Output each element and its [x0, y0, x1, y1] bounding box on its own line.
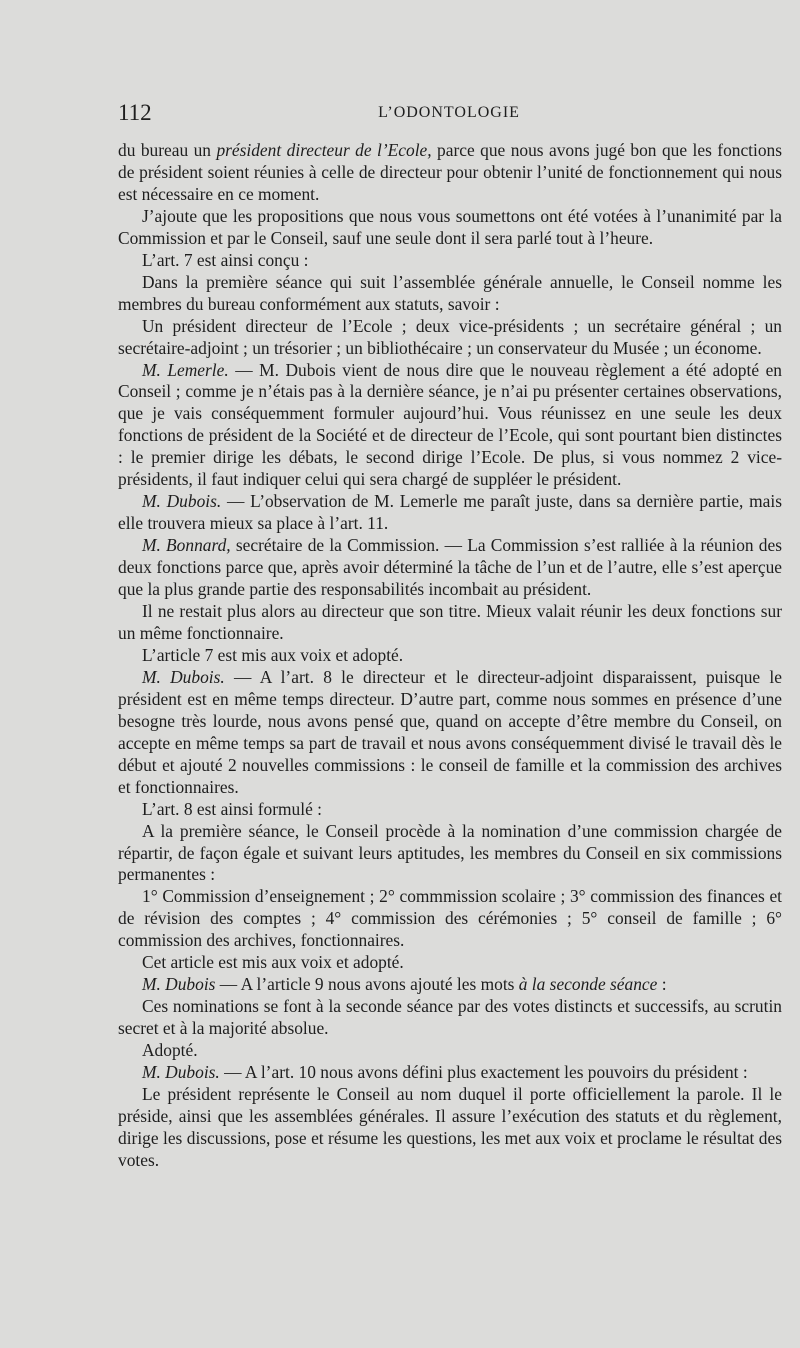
body-text	[118, 140, 782, 1172]
paragraph	[118, 250, 782, 272]
paragraph	[118, 206, 782, 250]
speaker-name: M. Dubois.	[142, 1062, 220, 1083]
paragraph-text: :	[657, 974, 667, 995]
paragraph	[118, 491, 782, 535]
page-header	[118, 100, 780, 130]
paragraph-text: A la première séance, le Conseil procède à la nomination d’une commission chargée de répartir, de façon égale et suivant leurs aptitudes, les membres du Conseil en six commissions permanentes :	[118, 820, 782, 885]
emphasis-text: président directeur de l’Ecole,	[216, 140, 432, 160]
paragraph	[118, 952, 782, 974]
paragraph	[118, 316, 782, 360]
paragraph	[118, 799, 782, 821]
speaker-name: M. Dubois.	[142, 666, 225, 687]
paragraph	[118, 360, 782, 492]
paragraph-text: Un président directeur de l’Ecole ; deux vice-présidents ; un secrétaire général ; un secrétaire-adjoint ; un trésorier ; un bibliothécaire ; un conservateur du Musée ; un économe.	[118, 315, 782, 358]
paragraph-text: Dans la première séance qui suit l’assemblée générale annuelle, le Conseil nomme les membres du bureau conformément aux statuts, savoir :	[118, 271, 782, 314]
paragraph	[118, 140, 782, 206]
paragraph-text: J’ajoute que les propositions que nous vous soumettons ont été votées à l’unanimité par la Commission et par le Conseil, sauf une seule dont il sera parlé tout à l’heure.	[118, 205, 782, 248]
paragraph	[118, 886, 782, 952]
paragraph-text: Ces nominations se font à la seconde séance par des votes distincts et successifs, au scrutin secret et à la majorité absolue.	[118, 996, 782, 1039]
paragraph	[118, 974, 782, 996]
paragraph-text: — M. Dubois vient de nous dire que le nouveau règlement a été adopté en Conseil ; comme je n’étais pas à la dernière séance, je n’ai pu présenter certaines observations, que je vais conséquemment formuler aujourd’hui. Vous réunissez en une seule les deux fonctions de président de la Société et de directeur de l’Ecole, qui sont pourtant bien distinctes : le premier dirige les débats, le second dirige l’Ecole. De plus, si vous nommez 2 vice-présidents, il faut indiquer celui qui sera chargé de suppléer le président.	[118, 359, 782, 490]
paragraph	[118, 1084, 782, 1172]
running-head: L’ODONTOLOGIE	[378, 104, 520, 121]
paragraph	[118, 996, 782, 1040]
paragraph	[118, 667, 782, 799]
paragraph-text: L’art. 8 est ainsi formulé :	[142, 798, 322, 819]
emphasis-text: à la seconde séance	[518, 974, 658, 995]
paragraph-text: 1° Commission d’enseignement ; 2° commmission scolaire ; 3° commission des finances et de révision des comptes ; 4° commission des cérémonies ; 5° conseil de famille ; 6° commission des archives, fonctionnaires.	[118, 886, 782, 951]
paragraph-text: — A l’art. 8 le directeur et le directeur-adjoint disparaissent, puisque le président est en même temps directeur. D’autre part, comme nous sommes en présence d’une besogne très lourde, nous avons pensé que, quand on accepte d’être membre du Conseil, on accepte en même temps sa part de travail et nous avons conséquemment divisé le travail dès le début et ajouté 2 nouvelles commissions : le conseil de famille et la commission des archives et fonctionnaires.	[118, 666, 782, 797]
paragraph	[118, 272, 782, 316]
paragraph-text: secrétaire de la Commission. — La Commission s’est ralliée à la réunion des deux fonctions parce que, après avoir déterminé la tâche de l’un et de l’autre, elle s’est aperçue que la plus grande partie des responsabilités incombait au président.	[118, 535, 782, 600]
paragraph-text: du bureau un	[118, 140, 217, 160]
paragraph-text: — A l’article 9 nous avons ajouté les mots	[215, 974, 519, 995]
paragraph-text: L’article 7 est mis aux voix et adopté.	[142, 644, 404, 665]
paragraph-text: L’art. 7 est ainsi conçu :	[142, 249, 309, 270]
speaker-name: M. Dubois	[142, 974, 216, 995]
speaker-name: M. Bonnard,	[142, 535, 231, 556]
paragraph-text: — A l’art. 10 nous avons défini plus exactement les pouvoirs du président :	[219, 1062, 748, 1083]
paragraph	[118, 821, 782, 887]
paragraph-text: parce que nous avons jugé bon que les fonctions de président soient réunies à celle de directeur pour obtenir l’unité de fonctionnement qui nous est nécessaire en ce moment.	[118, 140, 783, 204]
speaker-name: M. Dubois.	[142, 491, 222, 512]
paragraph-text: Adopté.	[142, 1040, 198, 1061]
paragraph-text: — L’observation de M. Lemerle me paraît juste, dans sa dernière partie, mais elle trouvera mieux sa place à l’art. 11.	[118, 491, 782, 534]
paragraph	[118, 645, 782, 667]
paragraph	[118, 601, 782, 645]
paragraph	[118, 1040, 782, 1062]
speaker-name: M. Lemerle.	[142, 359, 229, 380]
paragraph-text: Il ne restait plus alors au directeur que son titre. Mieux valait réunir les deux fonctions sur un même fonctionnaire.	[118, 601, 782, 643]
paragraph	[118, 535, 782, 601]
paragraph	[118, 1062, 782, 1084]
paragraph-text: Cet article est mis aux voix et adopté.	[142, 952, 404, 973]
page-number: 112	[118, 100, 152, 125]
paragraph-text: Le président représente le Conseil au nom duquel il porte officiellement la parole. Il le préside, ainsi que les assemblées générales. Il assure l’exécution des statuts et du règlement, dirige les discussions, pose et résume les questions, les met aux voix et proclame le résultat des votes.	[118, 1083, 782, 1170]
